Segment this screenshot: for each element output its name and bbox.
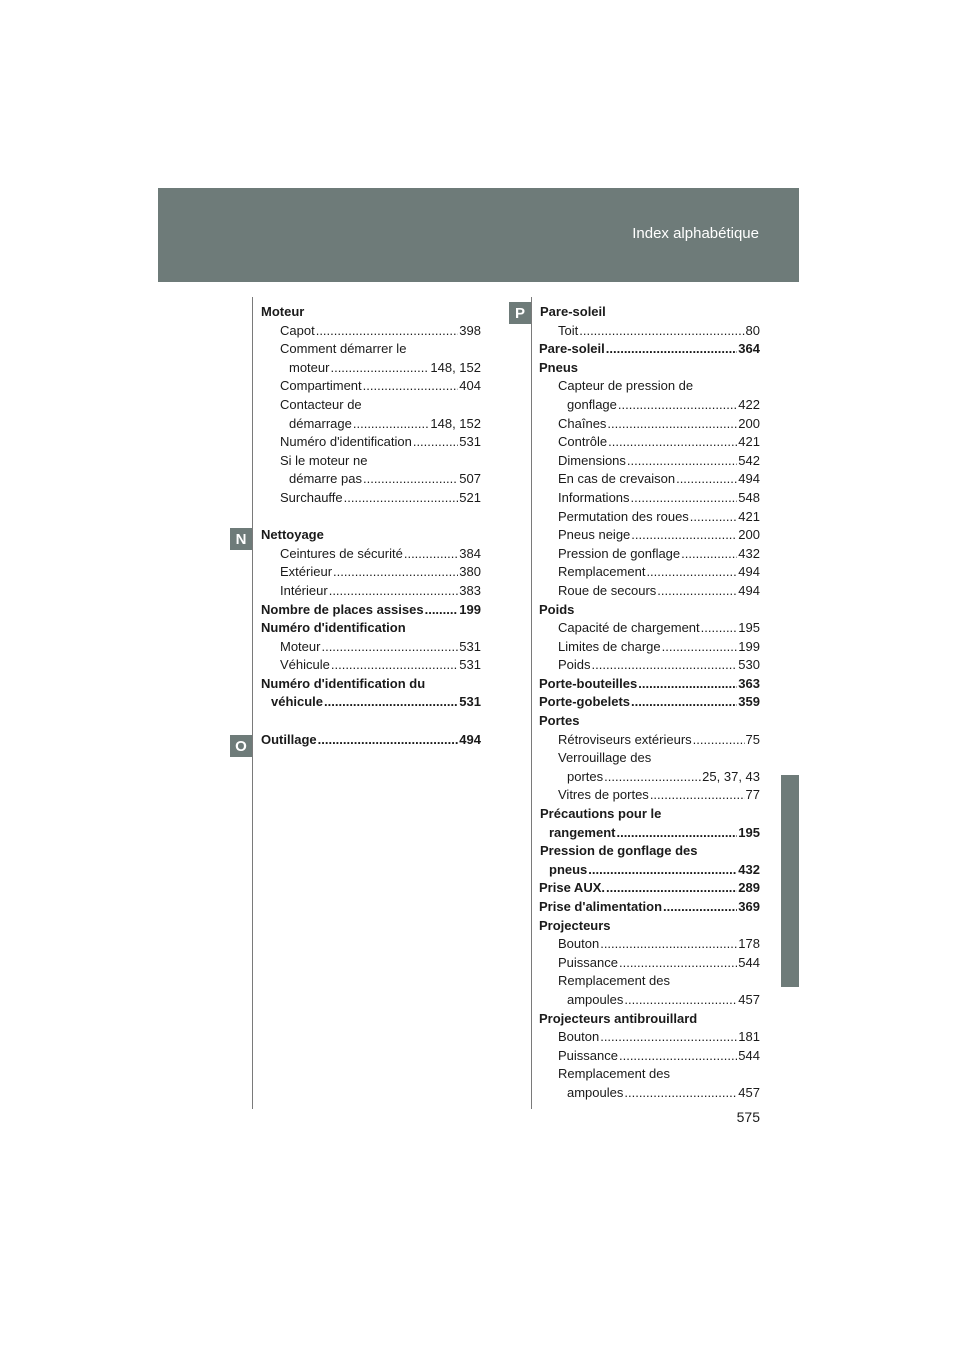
index-entry-label: Pression de gonflage des xyxy=(540,843,698,859)
index-entry[interactable]: Informations ..... 548 xyxy=(539,489,760,508)
index-entry[interactable]: Capot ..... 398 xyxy=(261,322,481,341)
index-entry[interactable]: Vitres de portes ..... 77 xyxy=(539,786,760,805)
index-entry[interactable]: Contrôle ..... 421 xyxy=(539,433,760,452)
index-entry[interactable]: Moteur ..... 531 xyxy=(261,638,481,657)
index-entry[interactable]: Toit ..... 80 xyxy=(539,322,760,341)
index-entry[interactable]: Porte-bouteilles ..... 363 xyxy=(539,675,760,694)
index-entry[interactable]: Dimensions ..... 542 xyxy=(539,452,760,471)
index-entry[interactable]: Numéro d'identification ..... 531 xyxy=(261,433,481,452)
index-entry[interactable]: Pression de gonflage ..... 432 xyxy=(539,545,760,564)
index-entry[interactable]: rangement ..... 195 xyxy=(539,824,760,843)
index-entry[interactable]: Poids ..... 530 xyxy=(539,656,760,675)
index-entry[interactable]: Nombre de places assises ..... 199 xyxy=(261,601,481,620)
index-entry[interactable]: Puissance ..... 544 xyxy=(539,954,760,973)
column-rule-middle xyxy=(531,297,532,1109)
index-entry[interactable]: pneus ..... 432 xyxy=(539,861,760,880)
index-column-right xyxy=(539,303,760,1103)
index-heading-projecteurs: Projecteurs xyxy=(539,917,611,933)
index-entry-label: Capteur de pression de xyxy=(558,378,694,394)
index-heading-pare-soleil: Pare-soleil xyxy=(540,304,606,319)
index-entry[interactable]: Limites de charge ..... 199 xyxy=(539,638,760,657)
index-entry[interactable]: ampoules ..... 457 xyxy=(539,991,760,1010)
index-entry[interactable]: véhicule ..... 531 xyxy=(261,693,481,712)
header-title: Index alphabétique xyxy=(632,225,759,242)
index-column-left xyxy=(261,303,481,749)
index-entry[interactable]: Extérieur ..... 380 xyxy=(261,563,481,582)
index-entry-label: Précautions pour le xyxy=(540,806,662,822)
letter-tab-o: O xyxy=(230,735,252,757)
index-entry[interactable]: Porte-gobelets ..... 359 xyxy=(539,693,760,712)
column-rule-left xyxy=(252,297,253,1109)
header-band xyxy=(158,188,799,282)
index-entry[interactable]: démarrage ..... 148, 152 xyxy=(261,415,481,434)
page-number: 575 xyxy=(736,1109,760,1125)
index-entry[interactable]: démarre pas ..... 507 xyxy=(261,470,481,489)
index-entry[interactable]: Intérieur ..... 383 xyxy=(261,582,481,601)
index-heading-nettoyage: Nettoyage xyxy=(261,527,324,543)
index-entry[interactable]: Prise AUX. ..... 289 xyxy=(539,879,760,898)
index-entry-label: Remplacement des xyxy=(558,973,670,989)
index-entry[interactable]: moteur ..... 148, 152 xyxy=(261,359,481,378)
index-entry[interactable]: Outillage ..... 494 xyxy=(261,731,481,750)
index-heading-poids: Poids xyxy=(539,601,575,617)
index-entry[interactable]: Puissance ..... 544 xyxy=(539,1047,760,1066)
index-heading-projecteurs-antibrouillard: Projecteurs antibrouillard xyxy=(539,1010,698,1026)
index-heading-moteur: Moteur xyxy=(261,304,305,319)
index-entry-label: Si le moteur ne xyxy=(280,452,368,468)
index-entry[interactable]: Prise d'alimentation ..... 369 xyxy=(539,898,760,917)
index-heading-portes: Portes xyxy=(539,713,580,729)
index-entry[interactable]: Surchauffe ..... 521 xyxy=(261,489,481,508)
letter-tab-p: P xyxy=(509,302,531,324)
index-entry[interactable]: ampoules ..... 457 xyxy=(539,1084,760,1103)
index-entry-label: Contacteur de xyxy=(280,396,362,412)
index-entry[interactable]: Bouton ..... 178 xyxy=(539,935,760,954)
index-entry[interactable]: Chaînes ..... 200 xyxy=(539,415,760,434)
section-side-tab xyxy=(781,775,799,987)
index-entry[interactable]: Rétroviseurs extérieurs ..... 75 xyxy=(539,731,760,750)
index-entry-label: Numéro d'identification du xyxy=(261,675,426,691)
index-heading-numero-identification: Numéro d'identification xyxy=(261,620,406,636)
index-entry[interactable]: Pneus neige ..... 200 xyxy=(539,526,760,545)
index-entry[interactable]: Permutation des roues ..... 421 xyxy=(539,508,760,527)
index-entry[interactable]: Remplacement ..... 494 xyxy=(539,563,760,582)
letter-tab-n: N xyxy=(230,528,252,550)
index-entry[interactable]: portes ..... 25, 37, 43 xyxy=(539,768,760,787)
index-heading-pneus: Pneus xyxy=(539,359,579,375)
index-entry[interactable]: En cas de crevaison ..... 494 xyxy=(539,470,760,489)
index-entry[interactable]: Roue de secours ..... 494 xyxy=(539,582,760,601)
index-entry[interactable]: Véhicule ..... 531 xyxy=(261,656,481,675)
index-entry-label: Comment démarrer le xyxy=(280,341,407,357)
index-entry[interactable]: Compartiment ..... 404 xyxy=(261,377,481,396)
index-entry-label: Verrouillage des xyxy=(558,750,652,766)
index-entry[interactable]: Bouton ..... 181 xyxy=(539,1028,760,1047)
index-entry[interactable]: Capacité de chargement ..... 195 xyxy=(539,619,760,638)
index-entry-label: Remplacement des xyxy=(558,1066,670,1082)
index-entry[interactable]: Pare-soleil ..... 364 xyxy=(539,340,760,359)
index-entry[interactable]: Ceintures de sécurité ..... 384 xyxy=(261,545,481,564)
index-entry[interactable]: gonflage ..... 422 xyxy=(539,396,760,415)
